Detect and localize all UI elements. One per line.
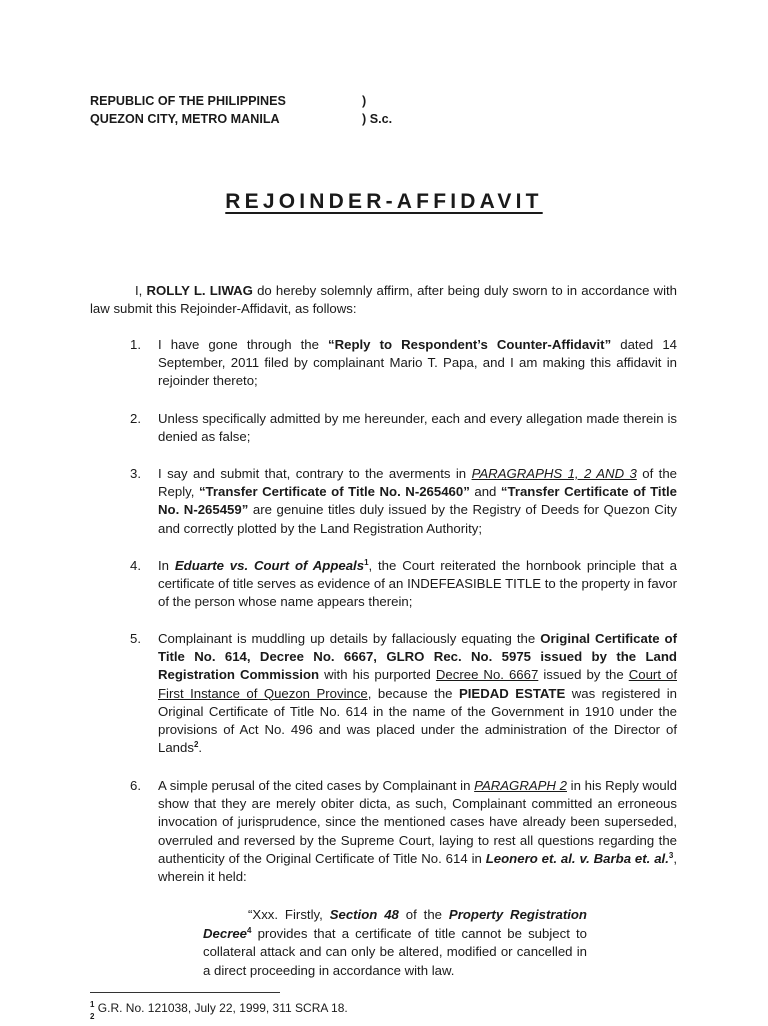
text-run: Unless specifically admitted by me hereunder, each and every allegation made therein is denied as false; [158,411,677,445]
text-run-italic-underline: PARAGRAPHS 1, 2 AND 3 [471,466,637,481]
footnote-1 [90,1000,348,1016]
text-run-bold-italic: Property Registration Decree [203,907,587,941]
list-item [130,336,677,391]
text-run-bold: “Transfer Certificate of Title No. N-265460” [198,484,470,500]
text-run: provides that a certificate of title cannot be subject to collateral attack and can only be altered, modified or cancelled in a direct proceeding in accordance with law. [203,925,587,978]
footnote-divider [90,992,280,993]
item-text [158,557,677,612]
text-run-italic-underline: PARAGRAPH 2 [474,778,567,793]
item-number: 5. [130,631,141,646]
text-run: , because the [367,685,459,701]
text-run: I say and submit that, contrary to the averments in [158,466,472,481]
item-number: 2. [130,411,141,426]
case-citation: Eduarte vs. Court of Appeals [174,558,365,573]
header-row-1 [90,92,367,110]
text-run: In [158,558,175,573]
text-run: , the Court reiterated the hornbook principle that a certificate of title serves as evidence of an INDEFEASIBLE TITLE to the property in favor of the person whose name appears therein; [158,558,677,610]
text-run: , wherein it held: [158,850,677,885]
footnote-text: G.R. No. 121038, July 22, 1999, 311 SCRA 18. [94,1001,348,1015]
item-number: 3. [130,466,141,481]
list-item [130,557,677,612]
text-run: of the Reply, [158,466,677,500]
header-sc: ) S.c. [362,112,393,126]
text-run: and [469,484,501,500]
document-title [0,190,768,214]
footnote-2 [90,1012,95,1026]
footnote-marker: 1 [90,1000,95,1009]
list-item [130,465,677,538]
text-run: are genuine titles duly issued by the Registry of Deeds for Quezon City and correctly plotted by the Land Registration Authority; [158,502,678,536]
text-run-underline: Decree No. 6667 [435,667,539,683]
item-number: 6. [130,778,141,793]
text-run-bold: Original Certificate of Title No. 614, Decree No. 6667, GLRO Rec. No. 5975 issued by the Land Registration Commission [158,631,678,683]
footnote-ref: 4 [247,925,252,935]
footnote-ref: 3 [668,850,674,860]
text-run: A simple perusal of the cited cases by Complainant in [158,778,475,793]
text-run: was registered in Original Certificate of Title No. 614 in the name of the Government in 1910 under the provisions of Act No. 496 and was placed under the administration of the Director of Lands [158,685,677,756]
list-item [130,410,677,446]
item-number: 1. [130,337,141,352]
text-run-bold-italic: Section 48 [329,907,399,922]
text-run: . [198,740,203,756]
footnote-ref: 1 [364,558,369,567]
text-run: dated 14 September, 2011 filed by complainant Mario T. Papa, and I am making this affidavit in rejoinder thereto; [158,337,677,389]
footnote-ref: 2 [193,740,199,750]
intro-lead: I, [135,283,147,298]
list-item [130,630,677,757]
text-run-bold: “Transfer Certificate of Title No. N-265459” [158,484,677,518]
header-row-2 [90,110,393,128]
item-text [158,336,677,391]
text-run: “Xxx. Firstly, [248,907,330,922]
header-republic: REPUBLIC OF THE PHILIPPINES [90,94,286,108]
block-quote [203,906,587,980]
text-run: with his purported [319,667,436,683]
document-header [90,92,393,128]
intro-rest: do hereby solemnly affirm, after being duly sworn to in accordance with law submit this Rejoinder-Affidavit, as follows: [90,283,677,317]
text-run-underline: Court of First Instance of Quezon Province [158,667,677,701]
text-run: issued by the [538,667,629,683]
text-run: of the [398,907,449,922]
item-text [158,465,677,538]
text-run: in his Reply would show that they are merely obiter dicta, as such, Complainant committed an erroneous invocation of jurisprudence, since the mentioned cases have already been superseded, overruled and reversed by the Supreme Court, laying to rest all questions regarding the authenticity of the Original Certificate of Title No. 614 in [158,778,678,866]
text-run: Complainant is muddling up details by fallaciously equating the [158,631,541,646]
header-city: QUEZON CITY, METRO MANILA [90,112,280,126]
affiant-name: ROLLY L. LIWAG [146,283,253,298]
item-number: 4. [130,558,141,573]
text-run-bold: “Reply to Respondent’s Counter-Affidavit” [328,337,612,352]
item-text [158,410,677,446]
header-bracket: ) [362,94,367,108]
footnote-marker: 2 [90,1012,95,1021]
title-text: REJOINDER-AFFIDAVIT [225,190,543,213]
item-text [158,777,677,886]
text-run: I have gone through the [158,337,329,352]
case-citation: Leonero et. al. v. Barba et. al. [485,850,669,866]
list-item [130,777,677,886]
item-text [158,630,677,757]
text-run-bold: PIEDAD ESTATE [458,685,566,701]
intro-paragraph [90,282,677,318]
